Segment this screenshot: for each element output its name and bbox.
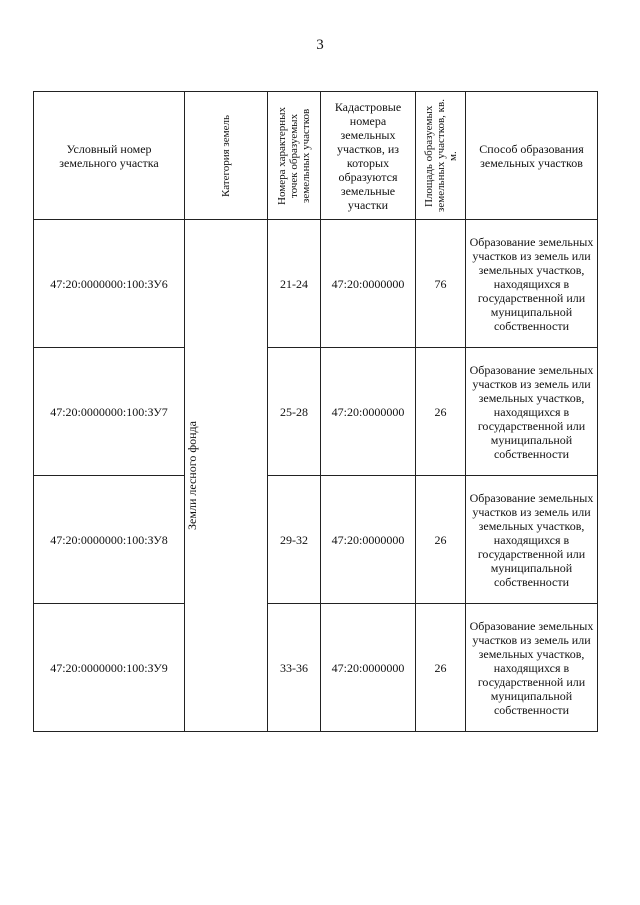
cell-area: 76 [416, 220, 466, 348]
header-points [268, 92, 321, 220]
header-plot-id [34, 92, 185, 220]
header-method [466, 92, 598, 220]
cell-category [185, 220, 268, 732]
cell-points: 25-28 [268, 348, 321, 476]
cell-area: 26 [416, 604, 466, 732]
header-method-label: Способ образования земельных участков [479, 141, 584, 170]
cell-method: Образование земельных участков из земель или земельных участков, находящихся в государственной или муниципальной собственности [466, 220, 598, 348]
cell-method: Образование земельных участков из земель или земельных участков, находящихся в государственной или муниципальной собственности [466, 476, 598, 604]
cell-points: 29-32 [268, 476, 321, 604]
cell-method: Образование земельных участков из земель или земельных участков, находящихся в государственной или муниципальной собственности [466, 348, 598, 476]
cell-method: Образование земельных участков из земель или земельных участков, находящихся в государственной или муниципальной собственности [466, 604, 598, 732]
cell-points: 21-24 [268, 220, 321, 348]
cell-plot-id: 47:20:0000000:100:ЗУ9 [34, 604, 185, 732]
table-row [34, 476, 598, 604]
page-number: 3 [316, 37, 324, 53]
table-header-row [34, 92, 598, 220]
cell-category-label: Земли лесного фонда [185, 421, 199, 530]
cell-cadastral: 47:20:0000000 [321, 348, 416, 476]
cell-plot-id: 47:20:0000000:100:ЗУ6 [34, 220, 185, 348]
cell-plot-id: 47:20:0000000:100:ЗУ7 [34, 348, 185, 476]
header-area [416, 92, 466, 220]
header-area-label: Площадь образуемых земельных участков, кв. м. [422, 99, 459, 212]
cell-cadastral: 47:20:0000000 [321, 604, 416, 732]
table-row [34, 220, 598, 348]
cell-cadastral: 47:20:0000000 [321, 476, 416, 604]
table-row [34, 348, 598, 476]
header-category-label: Категория земель [220, 114, 232, 197]
table-row [34, 604, 598, 732]
cell-area: 26 [416, 348, 466, 476]
header-category [185, 92, 268, 220]
land-plots-table [33, 91, 598, 732]
cell-points: 33-36 [268, 604, 321, 732]
cell-area: 26 [416, 476, 466, 604]
header-cadastral-label: Кадастровые номера земельных участков, из которых образуются земельные участки [334, 99, 402, 212]
header-points-label: Номера характерных точек образуемых земельных участков [276, 106, 312, 205]
cell-cadastral: 47:20:0000000 [321, 220, 416, 348]
cell-plot-id: 47:20:0000000:100:ЗУ8 [34, 476, 185, 604]
header-plot-id-label: Условный номер земельного участка [59, 141, 159, 170]
header-cadastral [321, 92, 416, 220]
